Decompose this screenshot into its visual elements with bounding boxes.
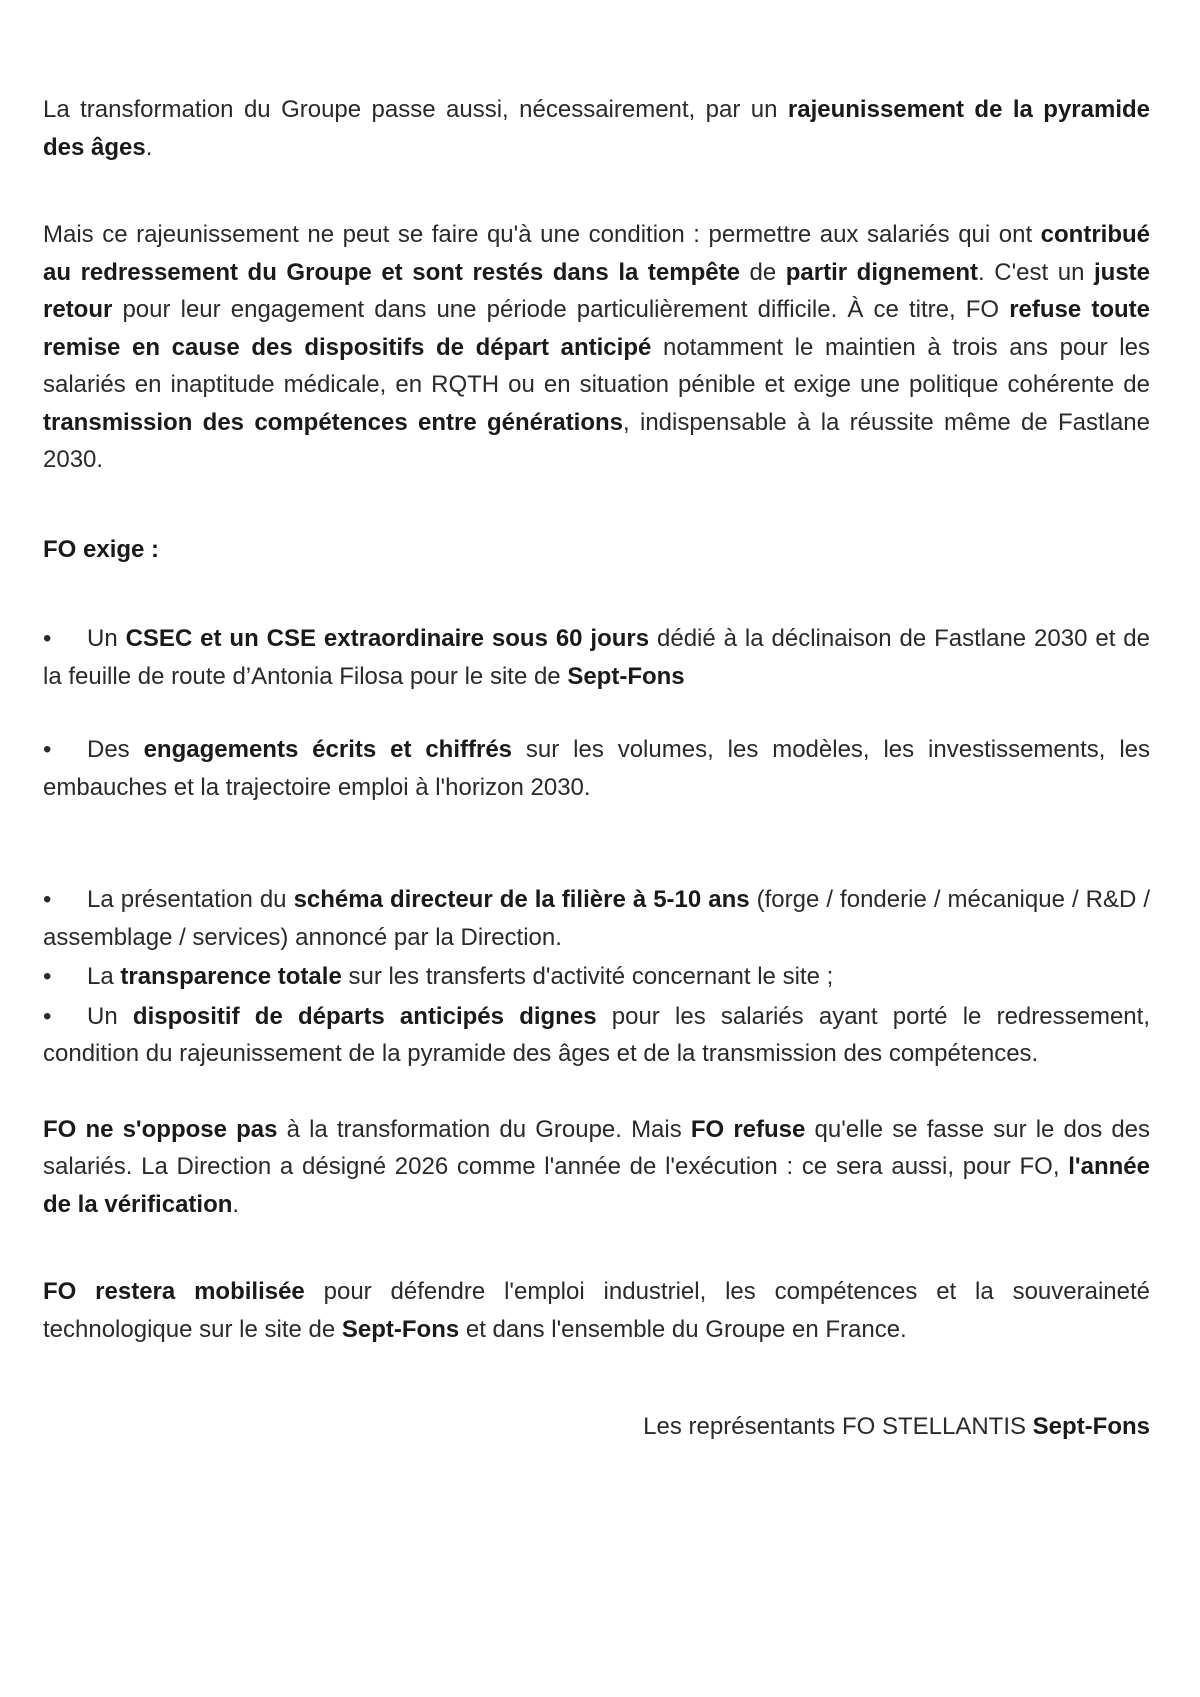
bold-run: transmission des compétences entre générations <box>43 408 624 436</box>
bold-run: FO restera mobilisée <box>43 1278 305 1305</box>
bold-run: engagements écrits et chiffrés <box>143 736 513 763</box>
text-run: Mais ce rajeunissement ne peut se faire qu'à une condition : permettre aux salariés qui ont <box>43 221 1041 248</box>
bold-run: schéma directeur de la filière à 5-10 ans <box>293 886 750 913</box>
text-run: , indispensable à la réussite même de Fastlane 2030. <box>43 408 1151 473</box>
paragraph-condition <box>43 216 1150 479</box>
bullet-icon: • <box>43 625 52 652</box>
text-run: notamment le maintien à trois ans pour les salariés en inaptitude médicale, en RQTH ou en situation pénible et exige une politique cohérente de <box>43 333 1150 398</box>
text-run: pour les salariés ayant porté le redressement, condition du rajeunissement de la pyramide des âges et de la transmission des compétences. <box>43 1002 1150 1067</box>
bullet-icon: • <box>43 963 52 990</box>
text-run: Un <box>87 1002 133 1030</box>
bullet-icon: • <box>43 886 52 913</box>
bullet-icon: • <box>43 1002 52 1030</box>
paragraph-transformation <box>43 1111 1150 1224</box>
bullet-item <box>43 731 1150 806</box>
bold-run: refuse toute remise en cause des dispositifs de départ anticipé <box>43 296 1150 361</box>
text-run: Un <box>87 625 126 652</box>
bold-run: FO refuse <box>690 1115 806 1143</box>
text-run: . C'est un <box>978 258 1094 286</box>
text-run: qu'elle se fasse sur le dos des salariés. La Direction a désigné 2026 comme l'année de l'exécution : ce sera aussi, pour FO, <box>43 1115 1151 1180</box>
bold-run: CSEC et un CSE extraordinaire sous 60 jours <box>125 625 650 652</box>
text-run: Des <box>87 736 144 763</box>
bold-run: contribué au redressement du Groupe et sont restés dans la tempête <box>43 221 1150 286</box>
text-run: sur les volumes, les modèles, les investissements, les embauches et la trajectoire emploi à l'horizon 2030. <box>43 736 1150 801</box>
text-run: La transformation du Groupe passe aussi, nécessairement, par un <box>43 96 788 123</box>
bold-run: rajeunissement de la pyramide des âges <box>43 96 1151 161</box>
bold-run: partir dignement <box>785 258 979 286</box>
text-run: à la transformation du Groupe. Mais <box>277 1115 691 1143</box>
text-run: La <box>87 963 121 990</box>
text-run: pour leur engagement dans une période particulièrement difficile. À ce titre, FO <box>112 296 1010 323</box>
bold-run: l'année de la vérification <box>43 1153 1150 1218</box>
text-run: Les représentants FO STELLANTIS <box>643 1413 1033 1440</box>
demands-heading: FO exige : <box>43 535 160 563</box>
text-run: La présentation du <box>87 886 294 913</box>
bullet-item <box>43 958 1150 996</box>
text-run: . <box>145 133 153 161</box>
signature <box>43 1408 1150 1446</box>
bullet-item <box>43 881 1150 956</box>
bullet-item <box>43 998 1150 1073</box>
paragraph-age-pyramid <box>43 91 1150 166</box>
text-run: de <box>739 258 786 286</box>
document-page <box>43 91 1150 1446</box>
bold-run: Sept-Fons <box>341 1315 460 1343</box>
bold-run: juste retour <box>43 258 1151 323</box>
bullet-icon: • <box>43 736 52 763</box>
bold-run: transparence totale <box>120 963 342 990</box>
text-run: . <box>232 1190 240 1218</box>
text-run: (forge / fonderie / mécanique / R&D / assemblage / services) annoncé par la Direction. <box>43 886 1150 951</box>
paragraph-mobilisation <box>43 1273 1150 1348</box>
bold-run: FO ne s'oppose pas <box>43 1115 278 1143</box>
text-run: sur les transferts d'activité concernant le site ; <box>341 963 834 990</box>
text-run: dédié à la déclinaison de Fastlane 2030 et de la feuille de route d’Antonia Filosa pour le site de <box>43 625 1150 690</box>
text-run: pour défendre l'emploi industriel, les compétences et la souveraineté technologique sur le site de <box>43 1278 1150 1343</box>
bold-run: Sept-Fons <box>1032 1413 1150 1440</box>
bold-run: Sept-Fons <box>567 662 685 690</box>
bold-run: dispositif de départs anticipés dignes <box>132 1002 597 1030</box>
text-run: et dans l'ensemble du Groupe en France. <box>459 1315 907 1343</box>
bullet-item <box>43 620 1150 695</box>
